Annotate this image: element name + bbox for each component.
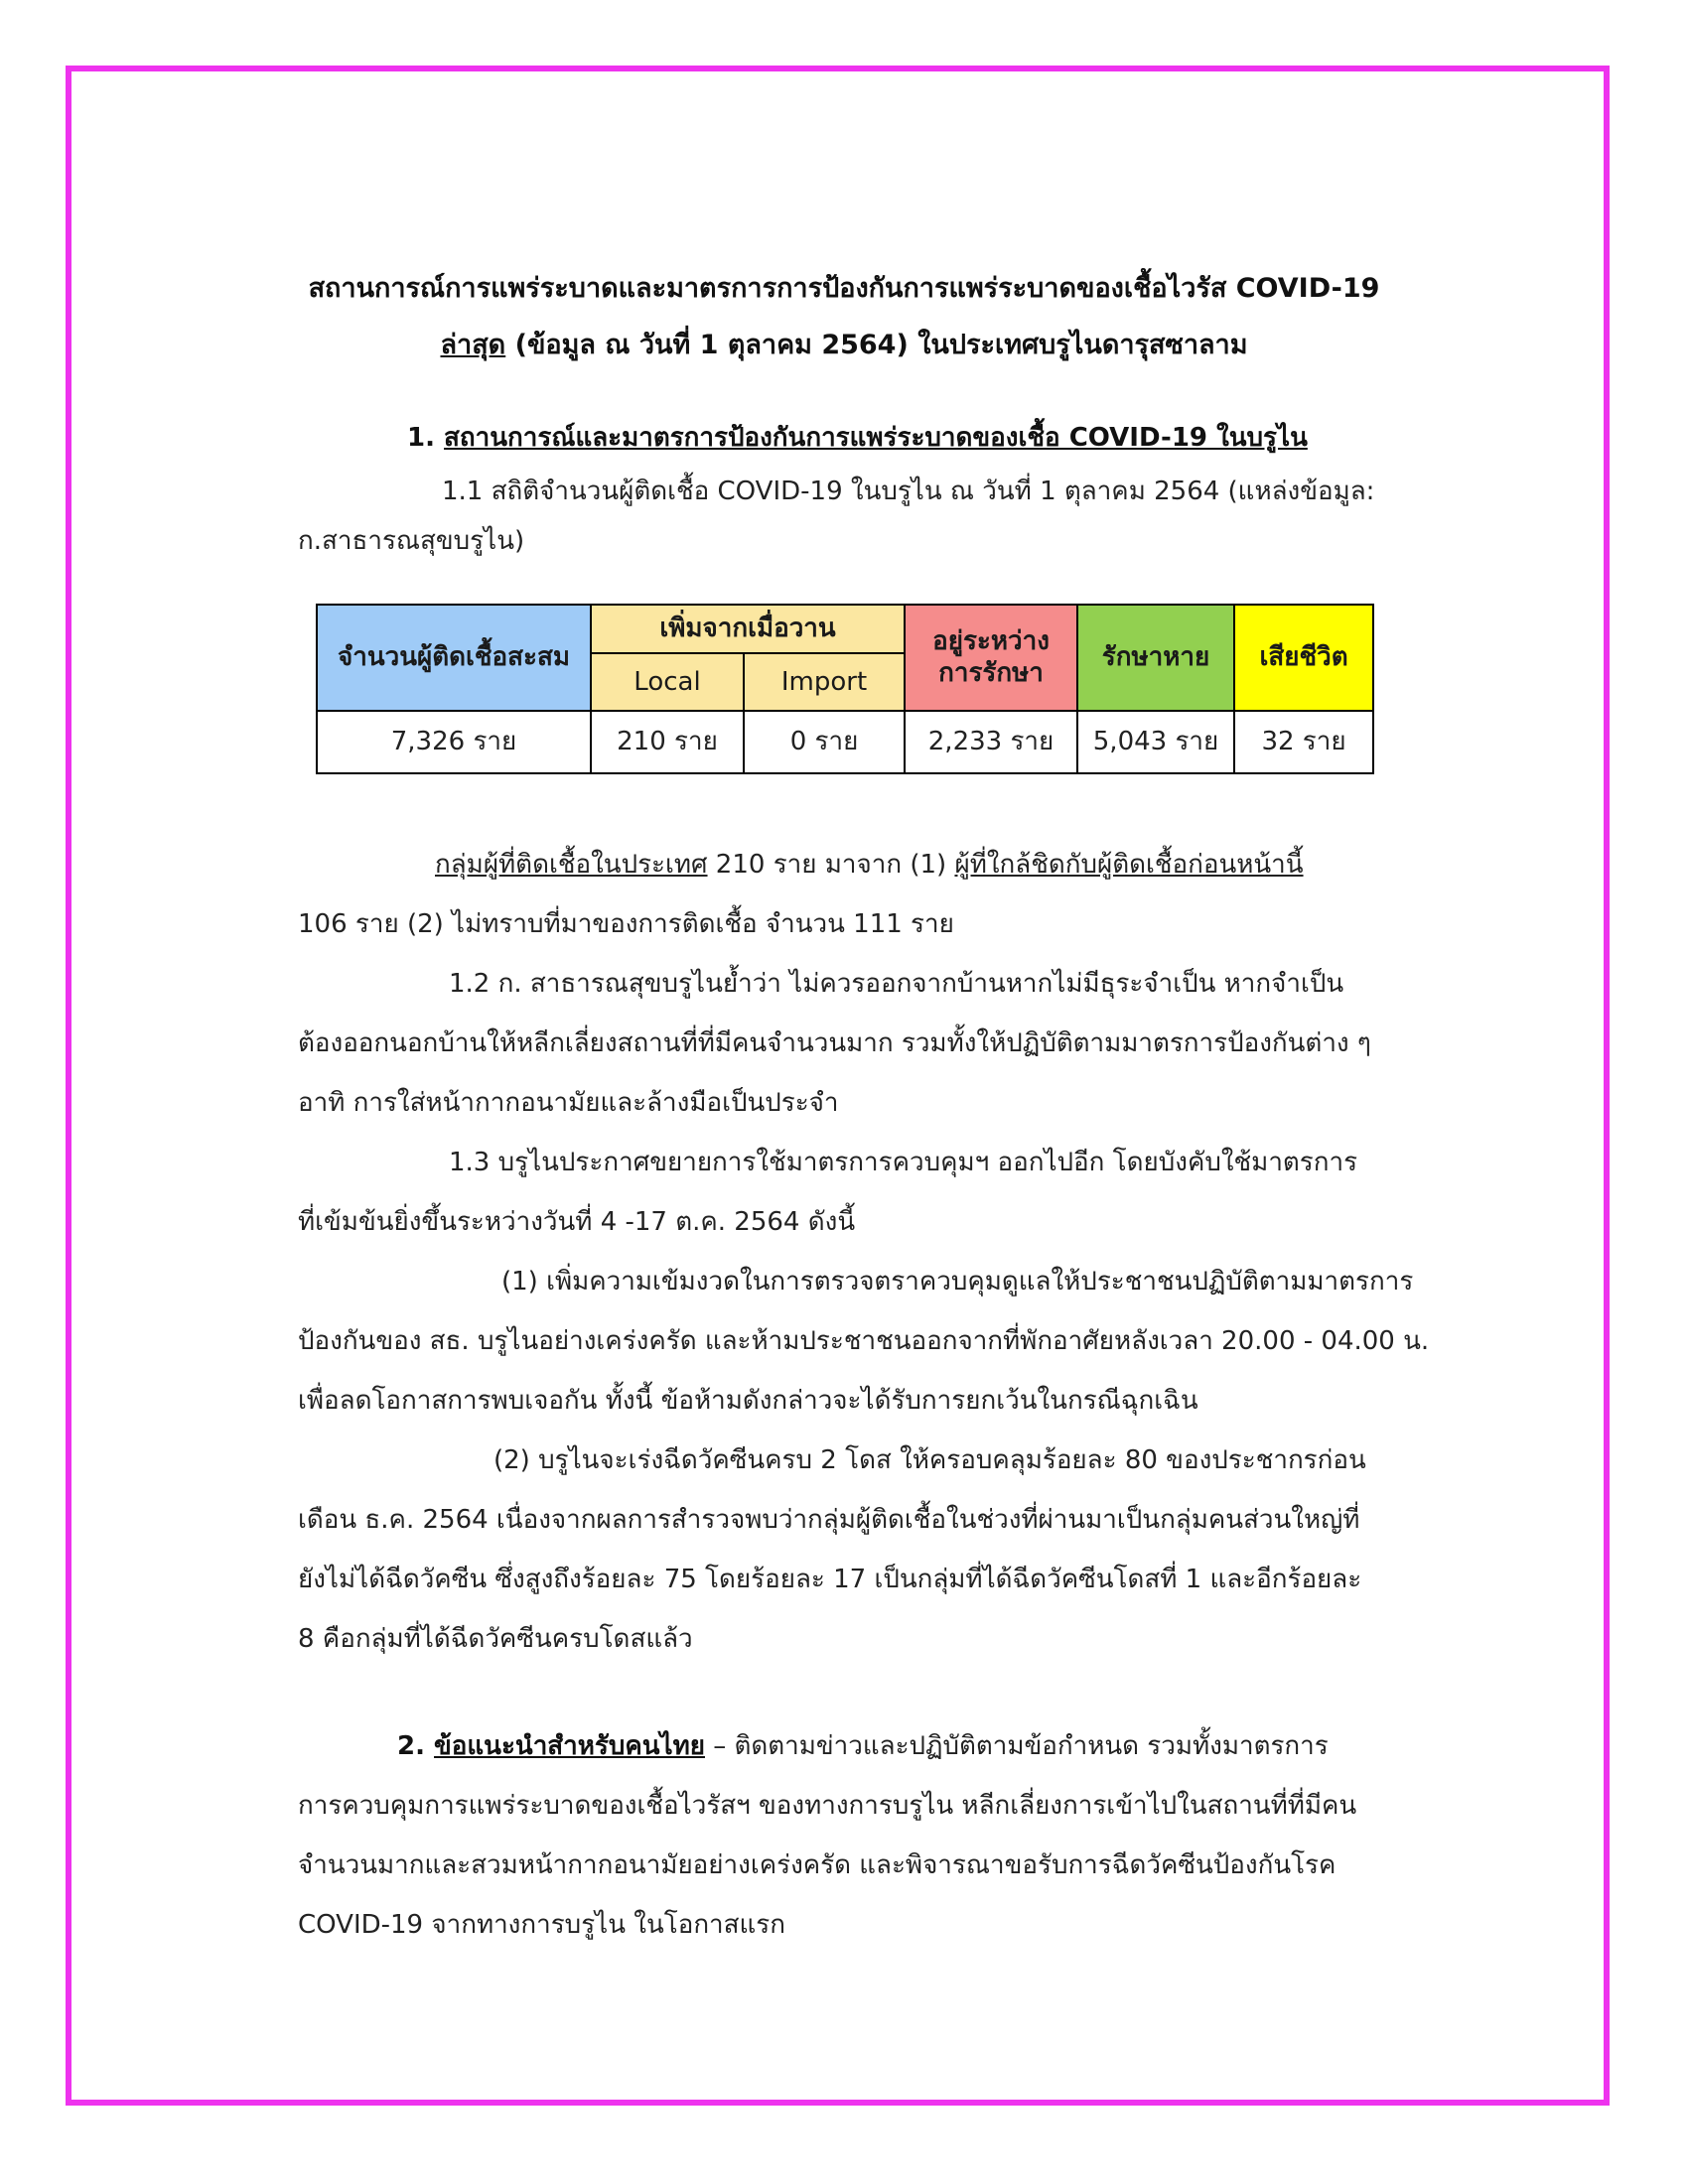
header-deaths: เสียชีวิต <box>1234 605 1373 711</box>
document-title-line2 <box>288 323 1400 365</box>
section2-line4: COVID-19 จากทางการบรูไน ในโอกาสแรก <box>298 1910 785 1940</box>
p12-line3: อาทิ การใส่หน้ากากอนามัยและล้างมือเป็นประจำ <box>298 1088 839 1118</box>
section2-heading: ข้อแนะนำสำหรับคนไทย <box>434 1731 705 1761</box>
title-latest-label: ล่าสุด <box>440 330 506 360</box>
p11-line2: ก.สาธารณสุขบรูไน) <box>298 526 525 556</box>
covid-stats-table <box>316 604 1374 774</box>
header-under-treatment-l1: อยู่ระหว่าง <box>932 625 1050 656</box>
value-import: 0 ราย <box>744 711 905 774</box>
local-group-count: 210 ราย มาจาก (1) <box>707 850 955 880</box>
header-increase-yesterday: เพิ่มจากเมื่อวาน <box>591 605 905 653</box>
section2-line1-text: – ติดตามข่าวและปฏิบัติตามข้อกำหนด รวมทั้งมาตรการ <box>704 1731 1329 1761</box>
header-under-treatment-l2: การรักษา <box>938 658 1044 689</box>
header-local: Local <box>591 653 744 710</box>
section2-line1 <box>397 1725 1329 1766</box>
p12-line1: 1.2 ก. สาธารณสุขบรูไนย้ำว่า ไม่ควรออกจากบ้านหากไม่มีธุระจำเป็น หากจำเป็น <box>449 969 1344 999</box>
local-group-label: กลุ่มผู้ที่ติดเชื้อในประเทศ <box>435 850 708 880</box>
section1-title: สถานการณ์และมาตรการป้องกันการแพร่ระบาดของเชื้อ COVID-19 ในบรูไน <box>444 423 1308 453</box>
section2-line3: จำนวนมากและสวมหน้ากากอนามัยอย่างเคร่งครัด และพิจารณาขอรับการฉีดวัคซีนป้องกันโรค <box>298 1850 1336 1880</box>
local-group-line1 <box>435 844 1304 885</box>
close-contacts-label: ผู้ที่ใกล้ชิดกับผู้ติดเชื้อก่อนหน้านี้ <box>954 850 1304 880</box>
value-under-treatment: 2,233 ราย <box>905 711 1077 774</box>
section1-heading <box>407 417 1308 458</box>
p13-2-line3: ยังไม่ได้ฉีดวัคซีน ซึ่งสูงถึงร้อยละ 75 โดยร้อยละ 17 เป็นกลุ่มที่ได้ฉีดวัคซีนโดสที่ 1 และอีกร้อยละ <box>298 1565 1362 1594</box>
header-import: Import <box>744 653 905 710</box>
document-title-line1: สถานการณ์การแพร่ระบาดและมาตรการการป้องกันการแพร่ระบาดของเชื้อไวรัส COVID-19 <box>308 273 1380 304</box>
p13-line1: 1.3 บรูไนประกาศขยายการใช้มาตรการควบคุมฯ ออกไปอีก โดยบังคับใช้มาตรการ <box>449 1148 1358 1177</box>
p13-line2: ที่เข้มข้นยิ่งขึ้นระหว่างวันที่ 4 -17 ต.ค. 2564 ดังนี้ <box>298 1207 856 1237</box>
p12-line2: ต้องออกนอกบ้านให้หลีกเลี่ยงสถานที่ที่มีคนจำนวนมาก รวมทั้งให้ปฏิบัติตามมาตรการป้องกันต่าง ๆ <box>298 1028 1371 1058</box>
p13-1-line1: (1) เพิ่มความเข้มงวดในการตรวจตราควบคุมดูแลให้ประชาชนปฏิบัติตามมาตรการ <box>501 1267 1414 1297</box>
local-group-line2: 106 ราย (2) ไม่ทราบที่มาของการติดเชื้อ จำนวน 111 ราย <box>298 909 954 939</box>
p13-1-line2: ป้องกันของ สธ. บรูไนอย่างเคร่งครัด และห้ามประชาชนออกจากที่พักอาศัยหลังเวลา 20.00 - 04.00 น. <box>298 1326 1430 1356</box>
p11-line1: 1.1 สถิติจำนวนผู้ติดเชื้อ COVID-19 ในบรูไน ณ วันที่ 1 ตุลาคม 2564 (แหล่งข้อมูล: <box>442 477 1375 506</box>
header-total-cases: จำนวนผู้ติดเชื้อสะสม <box>317 605 591 711</box>
p13-2-line4: 8 คือกลุ่มที่ได้ฉีดวัคซีนครบโดสแล้ว <box>298 1624 693 1654</box>
title-date-country: (ข้อมูล ณ วันที่ 1 ตุลาคม 2564) ในประเทศบรูไนดารุสซาลาม <box>505 330 1248 360</box>
p13-2-line1: (2) บรูไนจะเร่งฉีดวัคซีนครบ 2 โดส ให้ครอบคลุมร้อยละ 80 ของประชากรก่อน <box>493 1445 1366 1475</box>
header-recovered: รักษาหาย <box>1077 605 1234 711</box>
value-local: 210 ราย <box>591 711 744 774</box>
value-recovered: 5,043 ราย <box>1077 711 1234 774</box>
value-deaths: 32 ราย <box>1234 711 1373 774</box>
p13-2-line2: เดือน ธ.ค. 2564 เนื่องจากผลการสำรวจพบว่ากลุ่มผู้ติดเชื้อในช่วงที่ผ่านมาเป็นกลุ่มคนส่วนใหญ่ที่ <box>298 1505 1360 1535</box>
header-under-treatment <box>905 605 1077 711</box>
section2-number: 2. <box>397 1731 435 1761</box>
value-total-cases: 7,326 ราย <box>317 711 591 774</box>
p13-1-line3: เพื่อลดโอกาสการพบเจอกัน ทั้งนี้ ข้อห้ามดังกล่าวจะได้รับการยกเว้นในกรณีฉุกเฉิน <box>298 1386 1198 1416</box>
section2-line2: การควบคุมการแพร่ระบาดของเชื้อไวรัสฯ ของทางการบรูไน หลีกเลี่ยงการเข้าไปในสถานที่ที่มีคน <box>298 1791 1357 1821</box>
section1-number: 1. <box>407 423 445 453</box>
